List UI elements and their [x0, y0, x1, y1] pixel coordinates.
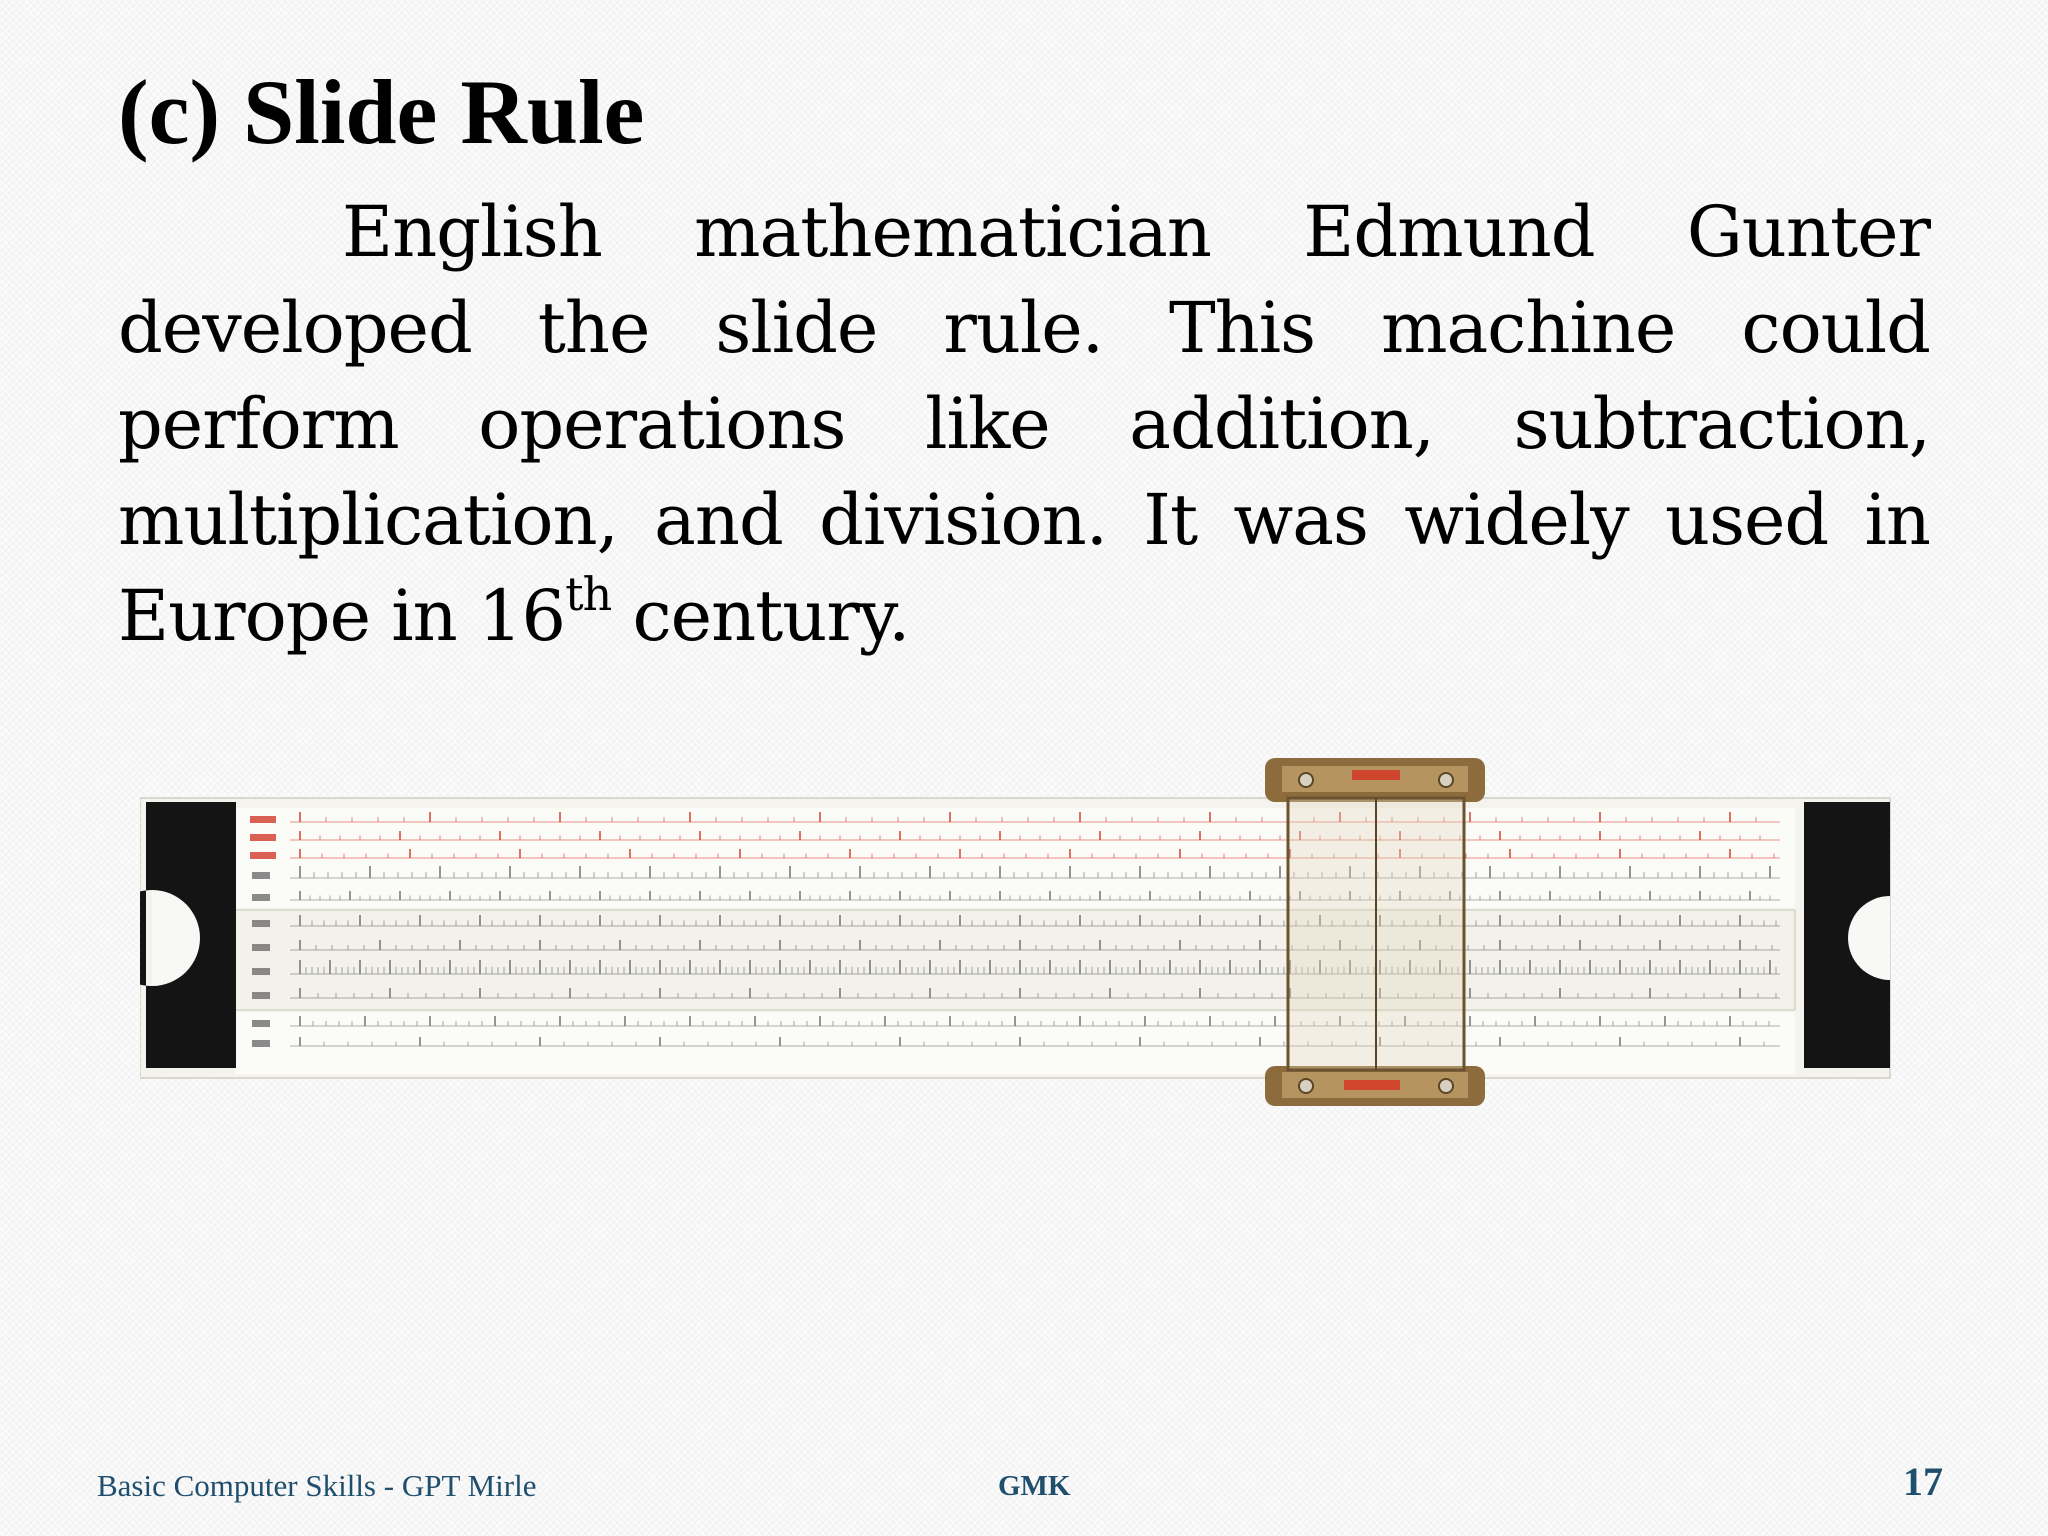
footer-course-title: Basic Computer Skills - GPT Mirle [97, 1468, 537, 1503]
slide-rule-drawing [140, 750, 1900, 1110]
cursor-screw [1439, 773, 1453, 787]
cursor-screw [1439, 1079, 1453, 1093]
sliding-center [235, 910, 1795, 1010]
cursor [1265, 758, 1485, 1106]
cursor-top-marker [1352, 770, 1400, 780]
slide-rule-image [140, 750, 1900, 1110]
scale-name-mark [250, 834, 276, 841]
scale-name-mark [252, 968, 270, 975]
body-text-end: century. [611, 575, 910, 657]
scale-name-mark [252, 1040, 270, 1047]
slide-body [118, 184, 1930, 664]
cursor-screw [1299, 773, 1313, 787]
page-number: 17 [1903, 1459, 1943, 1504]
cursor-screw [1299, 1079, 1313, 1093]
scale-name-mark [252, 872, 270, 879]
scale-name-mark [252, 992, 270, 999]
slide-title: (c) Slide Rule [118, 61, 645, 163]
scale-name-mark [252, 1020, 270, 1027]
ordinal-suffix: th [565, 567, 612, 621]
footer-author-initials: GMK [998, 1470, 1071, 1502]
scale-name-mark [250, 816, 276, 823]
scale-name-mark [250, 852, 276, 859]
scale-name-mark [252, 894, 270, 901]
scale-name-mark [252, 920, 270, 927]
cursor-bottom-marker [1344, 1080, 1400, 1090]
scale-name-mark [252, 944, 270, 951]
body-text: English mathematician Edmund Gunter developed the slide rule. This machine could perform operations like addition, subtraction, multiplication, and division. It was widely used in Europe in 16 [118, 191, 1930, 657]
